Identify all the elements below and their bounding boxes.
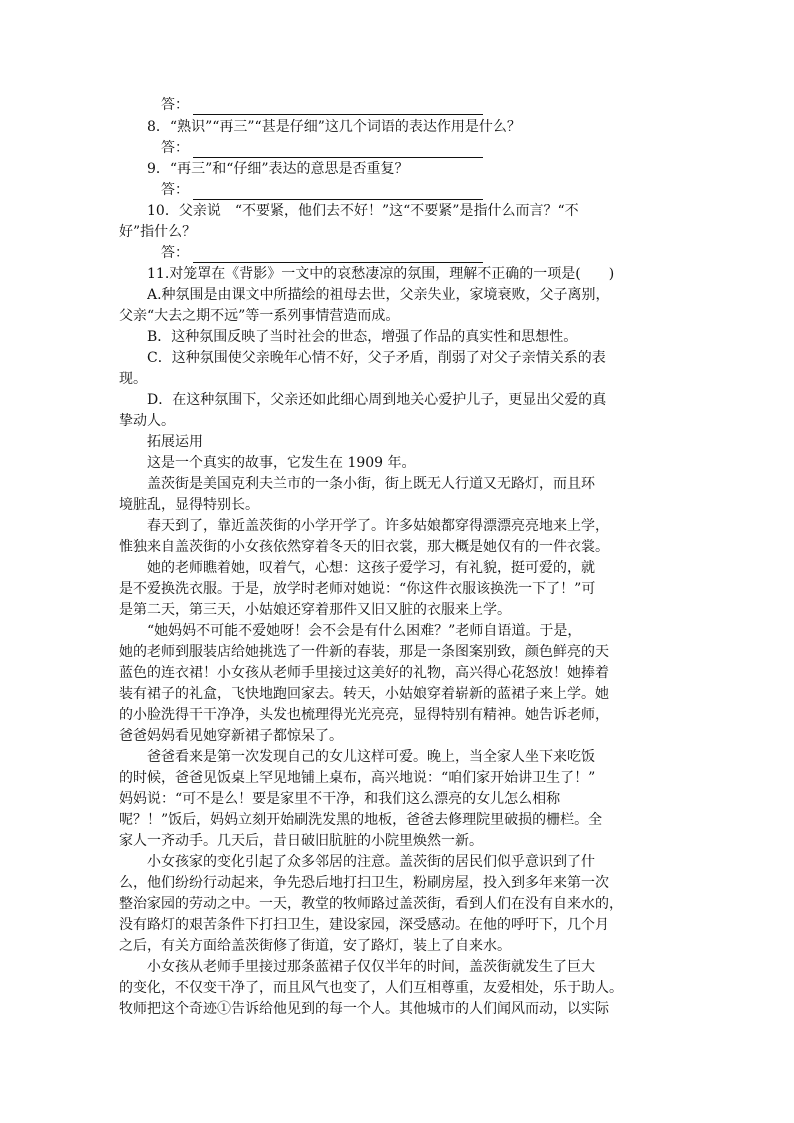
option-b: B．这种氛围反映了当时社会的世态，增强了作品的真实性和思想性。 — [147, 329, 578, 345]
answer-line-10 — [161, 243, 483, 263]
answer-label: 答： — [161, 182, 189, 198]
paragraph-line: 惟独来自盖茨街的小女孩依然穿着冬天的旧衣裳，那大概是她仅有的一件衣裳。 — [119, 539, 609, 555]
option-d-line-2: 挚动人。 — [119, 413, 175, 429]
paragraph-line: 爸爸看来是第一次发现自己的女儿这样可爱。晚上，当全家人坐下来吃饭 — [147, 749, 595, 765]
paragraph-line: 的变化，不仅变干净了，而且风气也变了，人们互相尊重，友爱相处，乐于助人。 — [119, 980, 623, 996]
question-9: 9．“再三”和“仔细”表达的意思是否重复？ — [147, 161, 409, 177]
section-heading: 拓展运用 — [147, 434, 203, 450]
paragraph-line: 是不爱换洗衣服。于是，放学时老师对她说：“你这件衣服该换洗一下了！”可 — [119, 581, 596, 597]
option-d-line-1: D．在这种氛围下，父亲还如此细心周到地关心爱护儿子，更显出父爱的真 — [147, 392, 607, 408]
paragraph-line: 妈妈说：“可不是么！要是家里不干净，和我们这么漂亮的女儿怎么相称 — [119, 791, 561, 807]
paragraph-line: 之后，有关方面给盖茨街修了街道，安了路灯，装上了自来水。 — [119, 938, 511, 954]
answer-label: 答： — [161, 245, 189, 261]
question-10-line-2: 好”指什么？ — [119, 224, 197, 240]
paragraph-line: 盖茨街是美国克利夫兰市的一条小街，街上既无人行道又无路灯，而且环 — [147, 476, 595, 492]
answer-blank — [193, 248, 483, 263]
paragraph-line: 她的老师瞧着她，叹着气，心想：这孩子爱学习，有礼貌，挺可爱的，就 — [147, 560, 595, 576]
question-11: 11.对笼罩在《背影》一文中的哀愁凄凉的氛围，理解不正确的一项是( ) — [147, 266, 615, 282]
answer-blank — [193, 185, 483, 200]
answer-line-7 — [161, 95, 483, 115]
answer-label: 答： — [161, 140, 189, 156]
question-10-line-1: 10．父亲说 “不要紧，他们去不好！”这“不要紧”是指什么而言？“不 — [147, 203, 579, 219]
paragraph-line: 的小脸洗得干干净净，头发也梳理得光光亮亮，显得特别有精神。她告诉老师， — [119, 707, 609, 723]
paragraph-line: 这是一个真实的故事，它发生在 1909 年。 — [147, 455, 416, 471]
option-a-line-1: A.种氛围是由课文中所描绘的祖母去世，父亲失业，家境衰败，父子离别， — [147, 287, 610, 303]
paragraph-line: 境脏乱，显得特别长。 — [119, 497, 259, 513]
question-8: 8．“熟识”“再三”“甚是仔细”这几个词语的表达作用是什么？ — [147, 119, 521, 135]
option-a-line-2: 父亲“大去之期不远”等一系列事情营造而成。 — [119, 308, 400, 324]
paragraph-line: 蓝色的连衣裙！小女孩从老师手里接过这美好的礼物，高兴得心花怒放！她捧着 — [119, 665, 609, 681]
paragraph-line: 么，他们纷纷行动起来，争先恐后地打扫卫生，粉刷房屋，投入到多年来第一次 — [119, 875, 609, 891]
paragraph-line: 呢？！”饭后，妈妈立刻开始刷洗发黑的地板，爸爸去修理院里破损的栅栏。全 — [119, 812, 603, 828]
answer-line-8 — [161, 138, 483, 158]
option-c-line-2: 现。 — [119, 371, 147, 387]
answer-blank — [193, 143, 483, 158]
paragraph-line: 爸爸妈妈看见她穿新裙子都惊呆了。 — [119, 728, 343, 744]
answer-label: 答： — [161, 97, 189, 113]
paragraph-line: 装有裙子的礼盒，飞快地跑回家去。转天，小姑娘穿着崭新的蓝裙子来上学。她 — [119, 686, 609, 702]
paragraph-line: 小女孩家的变化引起了众多邻居的注意。盖茨街的居民们似乎意识到了什 — [147, 854, 595, 870]
paragraph-line: 没有路灯的艰苦条件下打扫卫生，建设家园，深受感动。在他的呼吁下，几个月 — [119, 917, 609, 933]
option-c-line-1: C．这种氛围使父亲晚年心情不好，父子矛盾，削弱了对父子亲情关系的表 — [147, 350, 606, 366]
answer-blank — [193, 100, 483, 115]
paragraph-line: 的时候，爸爸见饭桌上罕见地铺上桌布，高兴地说：“咱们家开始讲卫生了！” — [119, 770, 596, 786]
paragraph-line: 是第二天，第三天，小姑娘还穿着那件又旧又脏的衣服来上学。 — [119, 602, 511, 618]
paragraph-line: 小女孩从老师手里接过那条蓝裙子仅仅半年的时间，盖茨街就发生了巨大 — [147, 959, 595, 975]
paragraph-line: 她的老师到服装店给她挑选了一件新的春装，那是一条图案别致，颜色鲜亮的天 — [119, 644, 609, 660]
paragraph-line: “她妈妈不可能不爱她呀！会不会是有什么困难？”老师自语道。于是， — [147, 623, 582, 639]
paragraph-line: 整治家园的劳动之中。一天，教堂的牧师路过盖茨街，看到人们在没有自来水的， — [119, 896, 623, 912]
answer-line-9 — [161, 180, 483, 200]
paragraph-line: 牧师把这个奇迹①告诉给他见到的每一个人。其他城市的人们闻风而动，以实际 — [119, 1001, 609, 1017]
paragraph-line: 家人一齐动手。几天后，昔日破旧肮脏的小院里焕然一新。 — [119, 833, 483, 849]
paragraph-line: 春天到了，靠近盖茨街的小学开学了。许多姑娘都穿得漂漂亮亮地来上学， — [147, 518, 609, 534]
